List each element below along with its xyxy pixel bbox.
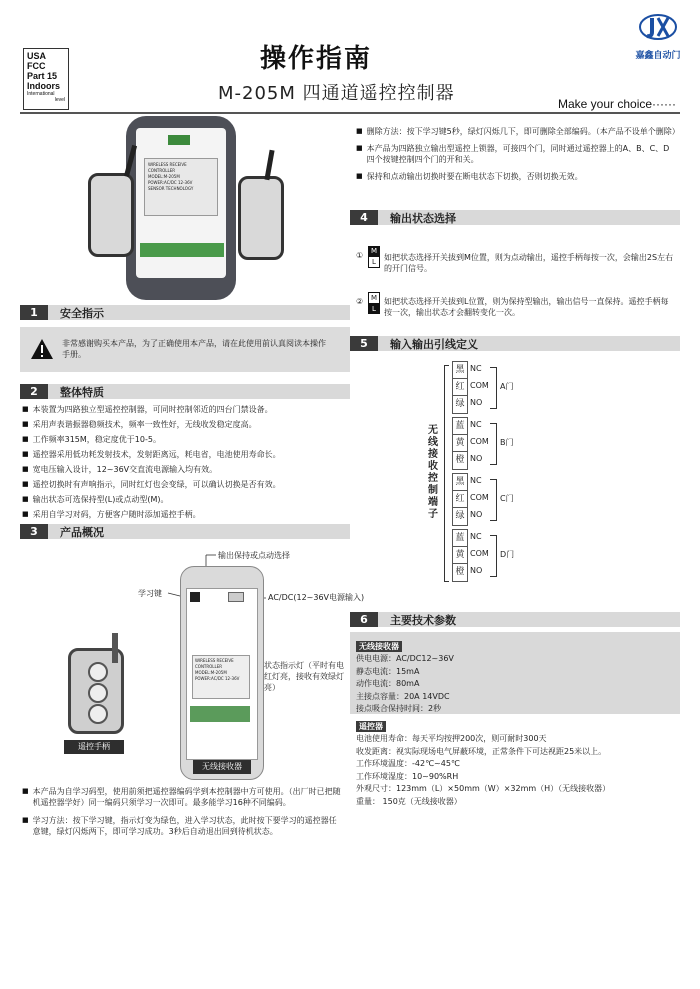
wire-color-box: 绿 — [452, 395, 468, 414]
section-2-number: 2 — [20, 384, 48, 399]
label-output-select: 输出保持或点动选择 — [218, 551, 290, 560]
spec-line: 主接点容量：20A 14VDC — [356, 691, 450, 701]
remote-tag: 遥控器 — [356, 721, 386, 732]
receiver-tag: 无线接收器 — [356, 641, 402, 652]
caption-remote: 遥控手柄 — [64, 740, 124, 754]
receiver-name: WIRELESS RECEIVE CONTROLLER — [148, 162, 187, 173]
receiver-power: POWER:AC/DC 12-36V — [148, 180, 193, 185]
wire-color-box: 黄 — [452, 546, 468, 565]
switch-l-position-icon — [368, 292, 380, 314]
door-label: A门 — [500, 382, 514, 391]
section-4-title: 输出状态选择 — [390, 211, 456, 225]
pin-label: NO — [470, 566, 483, 575]
fcc-line4: International — [27, 91, 55, 97]
spec-line: 外观尺寸：123mm（L）×50mm（W）×32mm（H）（无线接收器） — [356, 784, 611, 793]
spec-line: 电池使用寿命：每天平均按押200次，则可耐时300天 — [356, 734, 547, 743]
note-item: ■ 学习方法：按下学习键，指示灯变为绿色，进入学习状态，此时按下要学习的遥控器任意键，绿灯闪烁两下，即可学习成功。3秒后自动退出回到待机状态。 — [22, 815, 342, 837]
pin-label: NC — [470, 420, 482, 429]
door-label: D门 — [500, 550, 515, 559]
pin-label: NC — [470, 364, 482, 373]
fcc-line2: Part 15 — [27, 71, 58, 81]
section-3-title: 产品概况 — [60, 525, 104, 539]
pin-label: COM — [470, 549, 489, 558]
wire-color-box: 橙 — [452, 563, 468, 582]
pin-label: COM — [470, 381, 489, 390]
right-bullet-item: ■ 删除方法：按下学习键5秒，绿灯闪烁几下，即可删除全部编码。（本产品不设单个删除） — [356, 126, 676, 137]
pin-label: NC — [470, 476, 482, 485]
spec-line: 静态电流：15mA — [356, 666, 420, 676]
feature-item: ■ 遥控切换时有声响指示，同时红灯也会变绿，可以确认切换是否有效。 — [22, 477, 352, 492]
logo-text: 嘉鑫自动门 — [635, 51, 681, 61]
wire-color-box: 黑 — [452, 361, 468, 380]
section-6-number: 6 — [350, 612, 378, 627]
right-bullets — [356, 126, 680, 182]
fcc-line3: Indoors — [27, 81, 60, 91]
label-learn-key: 学习键 — [138, 589, 162, 598]
switch-top: M — [368, 246, 380, 256]
feature-item: ■ 采用声表谐振器稳频技术，频率一致性好，无线收发稳定度高。 — [22, 417, 352, 432]
switch-bottom: L — [368, 256, 380, 268]
pin-label: NC — [470, 532, 482, 541]
option-1-index: ① — [356, 251, 364, 260]
spec-line: 收发距离：视实际现场电气屏蔽环境，正常条件下可达视距25米以上。 — [356, 746, 607, 756]
feature-item: ■ 本装置为四路独立型遥控控制器，可同时控制邻近的四台门禁设备。 — [22, 402, 352, 417]
remote-button-a — [88, 662, 108, 682]
section-1-number: 1 — [20, 305, 48, 320]
section-1-title: 安全指示 — [60, 306, 104, 320]
feature-item: ■ 输出状态可选保持型(L)或点动型(M)。 — [22, 492, 352, 507]
section-4-number: 4 — [350, 210, 378, 225]
terminal-side-label: 无线接收控制端子 — [428, 425, 438, 520]
remote-button-c — [88, 704, 108, 724]
learn-button — [190, 592, 200, 602]
door-label: C门 — [500, 494, 514, 503]
note-item: ■ 本产品为自学习码型，使用前须把遥控器编码学到本控制器中方可使用。（出厂时已把随机遥控器学好）同一编码只须学习一次即可。最多能学习16种不同编码。 — [22, 786, 342, 808]
option-1-text: 如把状态选择开关拔到M位置，则为点动输出，遥控手柄每按一次，会输出2S左右的开门信号。 — [384, 253, 674, 273]
right-bullet-item: ■ 本产品为四路独立输出型遥控上锁器，可接四个门，同时通过遥控器上的A、B、C、D四个按键控制四个门的开和关。 — [356, 143, 676, 165]
spec-remote-block — [356, 714, 676, 808]
receiver-tech: SENSOR TECHNOLOGY — [148, 186, 194, 191]
wire-color-box: 红 — [452, 490, 468, 509]
safety-text: 非常感谢购买本产品，为了正确使用本产品，请在此使用前认真阅读本操作手册。 — [62, 339, 326, 359]
wire-color-box: 橙 — [452, 451, 468, 470]
switch-top: M — [368, 292, 380, 304]
diagram-receiver-power: POWER:AC/DC 12-36V — [195, 676, 240, 681]
option-2-text: 如把状态选择开关拔到L位置，则为保持型输出，输出信号一直保持。遥控手柄每按一次，输出状态才会翻转变化一次。 — [384, 297, 669, 317]
wire-color-box: 红 — [452, 378, 468, 397]
pin-label: COM — [470, 493, 489, 502]
spec-line: 动作电流：80mA — [356, 679, 420, 688]
pin-label: NO — [470, 398, 483, 407]
remote-button-b — [88, 683, 108, 703]
fcc-line1: USA FCC — [27, 51, 46, 71]
switch-m-position-icon — [368, 246, 380, 268]
pin-label: COM — [470, 437, 489, 446]
group-bracket — [490, 423, 497, 465]
page-subtitle: M-205M 四通道遥控控制器 — [218, 83, 455, 104]
power-terminal — [228, 592, 244, 602]
spec-receiver-box — [350, 632, 680, 714]
option-2-index: ② — [356, 297, 364, 306]
receiver-diagram-label — [192, 655, 250, 699]
feature-item: ■ 宽电压输入设计，12~36V交直流电源输入均有效。 — [22, 462, 352, 477]
remote-diagram-antenna — [112, 633, 118, 663]
section-5-title: 输入输出引线定义 — [390, 337, 478, 351]
fcc-line5: level — [54, 97, 65, 103]
slogan: Make your choice······ — [558, 97, 677, 111]
wire-color-box: 绿 — [452, 507, 468, 526]
section-6-header — [350, 612, 680, 627]
wire-color-box: 黑 — [452, 473, 468, 492]
wire-color-box: 蓝 — [452, 529, 468, 548]
page-title: 操作指南 — [260, 44, 373, 74]
group-bracket — [490, 479, 497, 521]
section-3-number: 3 — [20, 524, 48, 539]
caption-receiver: 无线接收器 — [193, 760, 251, 774]
feature-item: ■ 遥控器采用低功耗发射技术，发射距离远，耗电省，电池使用寿命长。 — [22, 447, 352, 462]
wire-color-box: 蓝 — [452, 417, 468, 436]
door-label: B门 — [500, 438, 514, 447]
right-bullet-item: ■ 保持和点动输出切换时要在断电状态下切换，否则切换无效。 — [356, 171, 676, 182]
diagram-receiver-model: MODEL:M-205M — [195, 670, 227, 675]
learn-notes — [22, 786, 342, 837]
spec-line: 供电电源：AC/DC12~36V — [356, 654, 454, 663]
spec-line: 工作环境温度：-42℃~45℃ — [356, 759, 460, 768]
receiver-model: MODEL:M-205M — [148, 174, 180, 179]
section-5-header — [350, 336, 680, 351]
label-status-led: 状态指示灯（平时有电红灯亮，接收有效绿灯亮） — [264, 661, 344, 692]
feature-item: ■ 采用自学习对码，方便客户随时添加遥控手柄。 — [22, 507, 352, 522]
group-bracket — [490, 367, 497, 409]
section-6-title: 主要技术参数 — [390, 613, 456, 627]
diagram-output-terminals — [190, 706, 250, 722]
section-4-header — [350, 210, 680, 225]
feature-item: ■ 工作频率315M，稳定度优于10-5。 — [22, 432, 352, 447]
label-power-input: AC/DC(12~36V电源输入) — [268, 593, 365, 602]
diagram-receiver-name: WIRELESS RECEIVE CONTROLLER — [195, 658, 234, 669]
pin-label: NO — [470, 454, 483, 463]
spec-line: 接点吸合保持时间：2秒 — [356, 704, 442, 713]
terminal-side-bracket — [444, 365, 449, 582]
spec-line: 工作环境湿度：10~90%RH — [356, 771, 459, 781]
wire-color-box: 黄 — [452, 434, 468, 453]
group-bracket — [490, 535, 497, 577]
spec-line: 重量： 150克（无线接收器） — [356, 796, 462, 806]
section-5-number: 5 — [350, 336, 378, 351]
switch-bottom: L — [368, 304, 380, 314]
section-2-title: 整体特质 — [60, 385, 104, 399]
pin-label: NO — [470, 510, 483, 519]
